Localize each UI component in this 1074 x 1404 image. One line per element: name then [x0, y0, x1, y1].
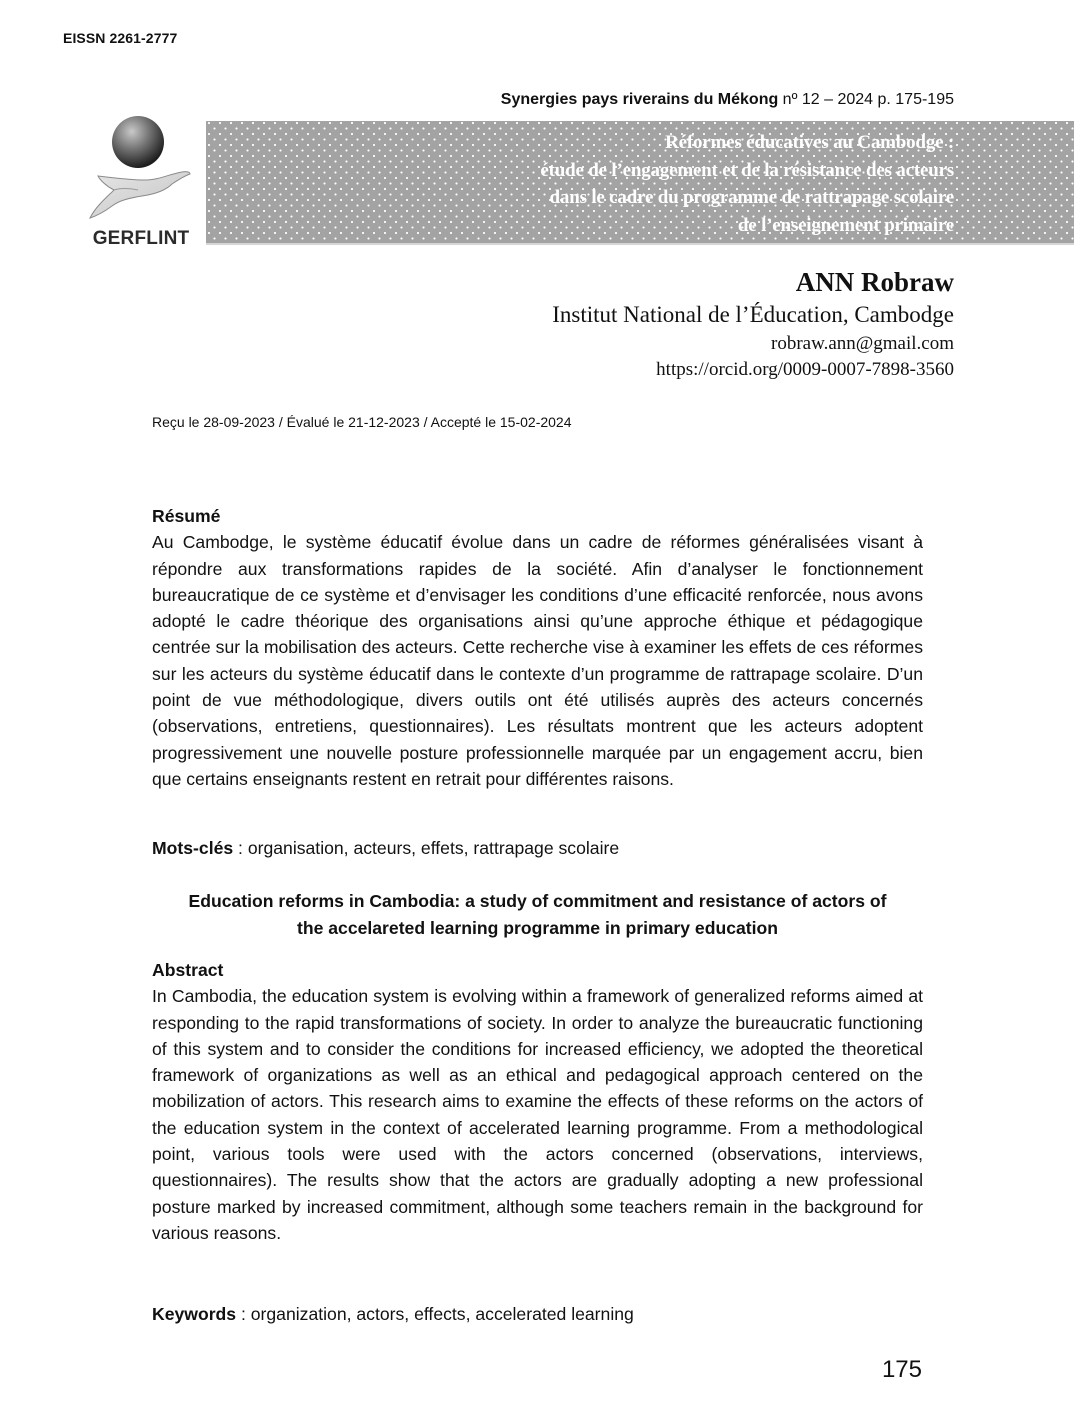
journal-issue: nº 12 – 2024 p. 175-195 [778, 91, 954, 108]
english-title-line: Education reforms in Cambodia: a study of commitment and resistance of actors of [188, 891, 887, 911]
keywords-label: Keywords [152, 1304, 237, 1324]
abstract-text: In Cambodia, the education system is evolving within a framework of generalized reforms aimed at responding to the rapid transformations of society. In order to analyze the bureaucratic functioning of this system and to consider the conditions for increased efficiency, we adopted the theoretical framework of organizations as well as an ethical and pedagogical approach centered on the mobilization of actors. This research aims to examine the effects of these reforms on the actors of the education system in the context of accelerated learning programme. From a methodological point, various tools were used with the actors concerned (observations, interviews, questionnaires). The results show that the actors are gradually adopting a new professional posture marked by increased commitment, although some teachers remain in the background for various reasons. [152, 986, 923, 1243]
mots-cles-label: Mots-clés [152, 838, 234, 858]
author-email[interactable]: robraw.ann@gmail.com [771, 333, 954, 354]
journal-reference [501, 91, 954, 109]
abstract-heading: Abstract [152, 960, 224, 980]
page-number: 175 [881, 1356, 922, 1383]
logo-text: GERFLINT [92, 228, 190, 249]
resume-heading: Résumé [152, 506, 221, 526]
keywords-values: : organization, actors, effects, accelerated learning [236, 1304, 634, 1324]
mots-cles [152, 835, 923, 861]
abstract-section [152, 957, 923, 1246]
title-line: dans le cadre du programme de rattrapage scolaire [549, 187, 954, 208]
eissn-label: EISSN 2261-2777 [63, 30, 178, 46]
english-title [152, 888, 923, 941]
author-block [552, 265, 954, 383]
resume-section [152, 503, 923, 792]
title-line: de l’enseignement primaire [737, 214, 954, 236]
resume-text: Au Cambodge, le système éducatif évolue dans un cadre de réformes généralisées visant à répondre aux transformations rapides de la société. Afin d’analyser le fonctionnement bureaucratique de ce système et d’envisager les conditions d’une efficacité renforcée, nous avons adopté le cadre théorique des organisations ainsi qu’une approche éthique et pédagogique centrée sur la mobilisation des acteurs. Cette recherche vise à examiner les effets de ces réformes sur les acteurs du système éducatif dans le contexte d’un programme de rattrapage scolaire. D’un point de vue méthodologique, divers outils ont été utilisés auprès des acteurs concernés (observations, entretiens, questionnaires). Les résultats montrent que les acteurs adoptent progressivement une nouvelle posture professionnelle marquée par un engagement accru, bien que certains enseignants restent en retrait pour différentes raisons. [152, 532, 923, 789]
title-line: Réformes éducatives au Cambodge : [665, 132, 954, 153]
submission-dates: Reçu le 28-09-2023 / Évalué le 21-12-2023 / Accepté le 15-02-2024 [152, 414, 572, 430]
author-institution: Institut National de l’Éducation, Cambodge [552, 302, 954, 327]
keywords [152, 1301, 923, 1327]
author-orcid[interactable]: https://orcid.org/0009-0007-7898-3560 [656, 359, 954, 380]
english-title-line: the accelareted learning programme in primary education [296, 917, 779, 938]
title-banner [206, 121, 1074, 245]
author-name: ANN Robraw [795, 267, 954, 297]
title-line: étude de l’engagement et de la résistance des acteurs [540, 159, 954, 181]
gerflint-logo [86, 114, 196, 250]
article-title-fr [540, 129, 954, 239]
dove-sphere-icon [86, 114, 196, 226]
mots-cles-values: : organisation, acteurs, effets, rattrapage scolaire [233, 838, 620, 858]
journal-name: Synergies pays riverains du Mékong [500, 91, 779, 108]
